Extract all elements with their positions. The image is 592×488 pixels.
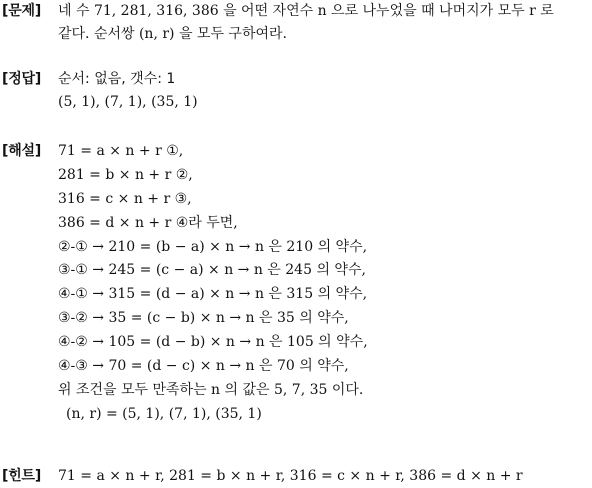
solution-body: [58, 140, 588, 427]
answer-line: (5, 1), (7, 1), (35, 1): [58, 94, 198, 110]
answer-line: 순서: 없음, 갯수: 1: [58, 71, 176, 87]
solution-line: ③-② → 35 = (c − b) × n → n 은 35 의 약수,: [58, 310, 349, 327]
problem-body: [58, 0, 588, 46]
solution-line: ④-② → 105 = (d − b) × n → n 은 105 의 약수,: [58, 334, 368, 351]
solution-tag: [해설]: [2, 143, 42, 159]
answer-tag: [정답]: [2, 71, 42, 87]
solution-line: 386 = d × n + r ④라 두면,: [58, 214, 238, 231]
solution-line: 71 = a × n + r ①,: [58, 143, 184, 159]
hint-tag: [힌트]: [2, 468, 42, 484]
problem-line: 같다. 순서쌍 (n, r) 을 모두 구하여라.: [58, 26, 287, 42]
solution-line: ②-① → 210 = (b − a) × n → n 은 210 의 약수,: [58, 238, 368, 255]
solution-line: ④-③ → 70 = (d − c) × n → n 은 70 의 약수,: [58, 358, 349, 375]
solution-line: 316 = c × n + r ③,: [58, 190, 192, 207]
solution-line: ④-① → 315 = (d − a) × n → n 은 315 의 약수,: [58, 286, 368, 303]
hint-body: [58, 465, 588, 488]
solution-line: 위 조건을 모두 만족하는 n 의 값은 5, 7, 35 이다.: [58, 381, 364, 398]
solution-line: ③-① → 245 = (c − a) × n → n 은 245 의 약수,: [58, 262, 366, 279]
solution-result-line: (n, r) = (5, 1), (7, 1), (35, 1): [66, 405, 262, 422]
solution-line: 281 = b × n + r ②,: [58, 166, 193, 183]
answer-body: [58, 68, 588, 114]
problem-tag: [문제]: [2, 3, 42, 19]
hint-line: 71 = a × n + r, 281 = b × n + r, 316 = c × n + r, 386 = d × n + r: [58, 468, 523, 484]
problem-line: 네 수 71, 281, 316, 386 을 어떤 자연수 n 으로 나누었을 때 나머지가 모두 r 로: [58, 3, 554, 19]
